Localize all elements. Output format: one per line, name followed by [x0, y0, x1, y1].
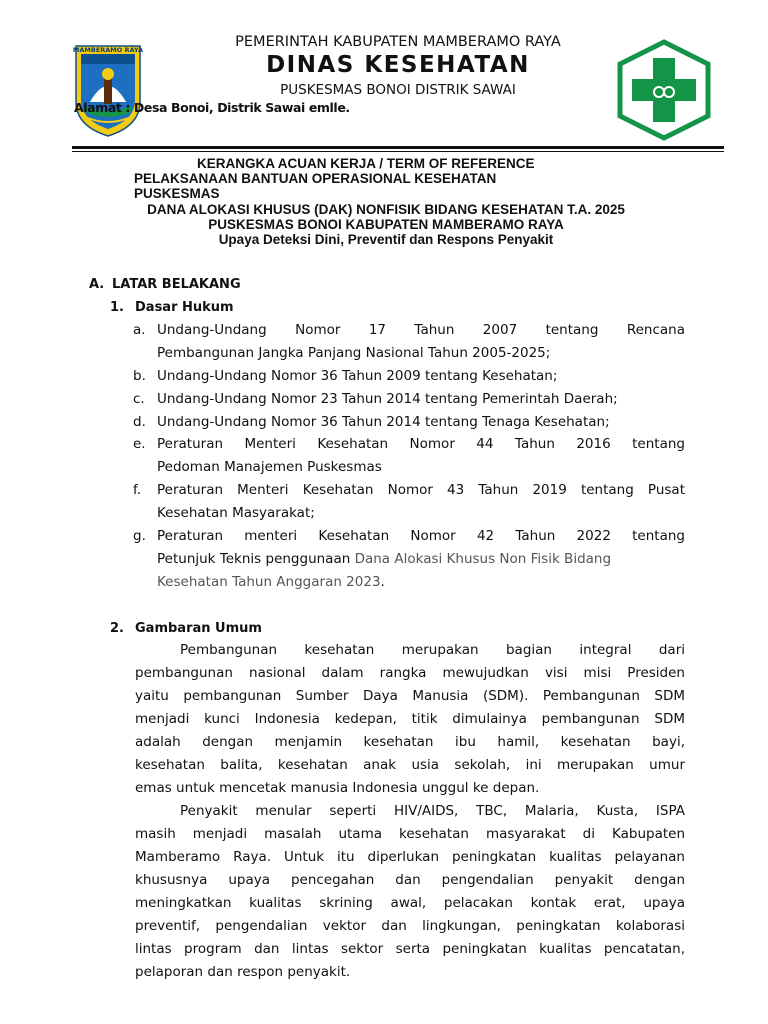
sub2-title: Gambaran Umum [135, 621, 262, 636]
list-item-letter: c. [133, 391, 145, 407]
puskesmas-name: PUSKESMAS BONOI DISTRIK SAWAI [280, 82, 516, 98]
title-line-6: Upaya Deteksi Dini, Preventif dan Respons Penyakit [218, 232, 554, 247]
paragraph-line: pelaporan dan respon penyakit. [135, 964, 351, 980]
highlighted-text: Dana Alokasi Khusus Non Fisik Bidang [354, 551, 612, 567]
list-item-line [157, 548, 685, 571]
department-name: DINAS KESEHATAN [266, 52, 530, 78]
address-line: Alamat : Desa Bonoi, Distrik Sawai emlle. [74, 100, 350, 115]
list-item-line: Peraturan menteri Kesehatan Nomor 42 Tahun 2022 tentang [157, 528, 685, 544]
title-line-2: PELAKSANAAN BANTUAN OPERASIONAL KESEHATAN [134, 171, 497, 186]
list-item-line [157, 571, 385, 594]
paragraph-line: adalah dengan menjamin kesehatan ibu hamil, kesehatan bayi, [135, 734, 685, 750]
sub1-title: Dasar Hukum [135, 300, 234, 315]
paragraph-line: yaitu pembangunan Sumber Daya Manusia (SDM). Pembangunan SDM [135, 688, 685, 704]
list-item-line: Undang-Undang Nomor 17 Tahun 2007 tentang Rencana [157, 322, 685, 338]
list-item-letter: g. [133, 528, 146, 544]
list-item-letter: e. [133, 436, 146, 452]
emblem-text: MAMBERAMO RAYA [72, 46, 144, 54]
list-item-letter: f. [133, 482, 142, 498]
title-line-4: DANA ALOKASI KHUSUS (DAK) NONFISIK BIDANG KESEHATAN T.A. 2025 [147, 202, 625, 217]
paragraph-line: Mamberamo Raya. Untuk itu diperlukan peningkatan kualitas pelayanan [135, 849, 685, 865]
paragraph-line: kesehatan balita, kesehatan anak usia sekolah, ini merupakan umur [135, 757, 685, 773]
paragraph-line: menjadi kunci Indonesia kedepan, titik dimulainya pembangunan SDM [135, 711, 685, 727]
header-rule-thick [72, 146, 724, 149]
text-segment: Petunjuk Teknis penggunaan [157, 551, 355, 567]
list-item-line: Peraturan Menteri Kesehatan Nomor 43 Tahun 2019 tentang Pusat [157, 482, 685, 498]
section-a-label: A. [89, 277, 105, 292]
text-segment: . [380, 574, 385, 590]
sub2-number: 2. [110, 621, 124, 636]
list-item-letter: d. [133, 414, 146, 430]
list-item-letter: b. [133, 368, 146, 384]
list-item-line: Undang-Undang Nomor 23 Tahun 2014 tentang Pemerintah Daerah; [157, 391, 618, 407]
sub1-number: 1. [110, 300, 124, 315]
list-item-line: Undang-Undang Nomor 36 Tahun 2014 tentang Tenaga Kesehatan; [157, 414, 610, 430]
highlighted-text: Kesehatan Tahun Anggaran 2023 [157, 574, 381, 590]
paragraph-line: khususnya upaya pencegahan dan pengendalian penyakit dengan [135, 872, 685, 888]
government-name: PEMERINTAH KABUPATEN MAMBERAMO RAYA [235, 34, 561, 50]
list-item-line: Kesehatan Masyarakat; [157, 505, 315, 521]
paragraph-line: pembangunan nasional dalam rangka mewujudkan visi misi Presiden [135, 665, 685, 681]
paragraph-line: preventif, pengendalian vektor dan lingkungan, peningkatan kolaborasi [135, 918, 685, 934]
list-item-line: Peraturan Menteri Kesehatan Nomor 44 Tahun 2016 tentang [157, 436, 685, 452]
paragraph-line: lintas program dan lintas sektor serta peningkatan kualitas pencatatan, [135, 941, 685, 957]
title-line-1: KERANGKA ACUAN KERJA / TERM OF REFERENCE [197, 156, 535, 171]
paragraph-line: Pembangunan kesehatan merupakan bagian integral dari [180, 642, 685, 658]
header-rule-thin [72, 151, 724, 152]
list-item-line: Undang-Undang Nomor 36 Tahun 2009 tentang Kesehatan; [157, 368, 558, 384]
paragraph-line: masih menjadi masalah utama kesehatan masyarakat di Kabupaten [135, 826, 685, 842]
paragraph-line: emas untuk mencetak manusia Indonesia unggul ke depan. [135, 780, 540, 796]
list-item-line: Pembangunan Jangka Panjang Nasional Tahun 2005-2025; [157, 345, 551, 361]
list-item-letter: a. [133, 322, 146, 338]
paragraph-line: meningkatkan kualitas skrining awal, pelacakan kontak erat, upaya [135, 895, 685, 911]
list-item-line: Pedoman Manajemen Puskesmas [157, 459, 382, 475]
title-line-5: PUSKESMAS BONOI KABUPATEN MAMBERAMO RAYA [208, 217, 564, 232]
paragraph-line: Penyakit menular seperti HIV/AIDS, TBC, Malaria, Kusta, ISPA [180, 803, 685, 819]
section-a-title: LATAR BELAKANG [112, 277, 241, 292]
title-line-3: PUSKESMAS [134, 186, 220, 201]
